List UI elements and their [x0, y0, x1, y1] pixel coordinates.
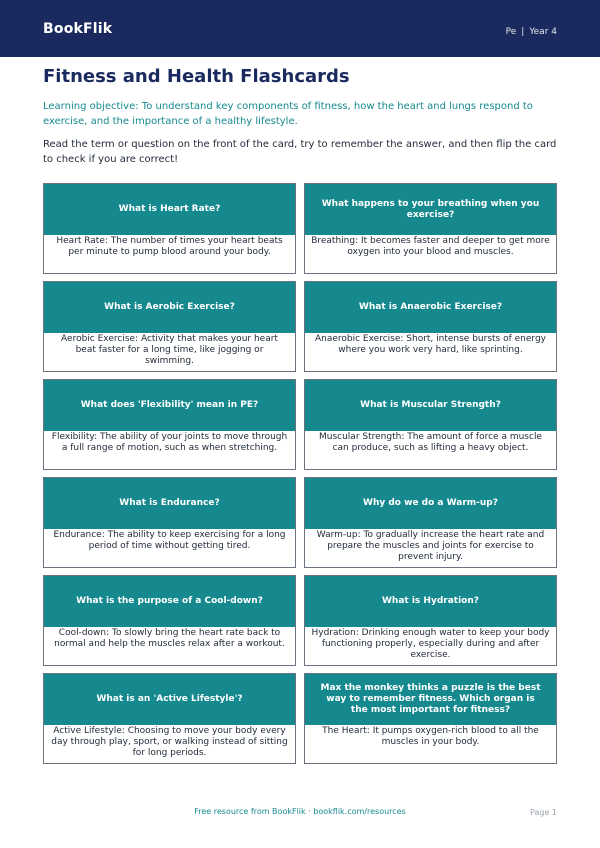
- subject-label: Pe: [505, 27, 517, 37]
- card-back-answer: Hydration: Drinking enough water to keep your body functioning properly, especially during and after exercise.: [311, 628, 550, 660]
- card-front-question: What happens to your breathing when you exercise?: [305, 184, 556, 235]
- flashcard[interactable]: [43, 379, 296, 470]
- flashcard[interactable]: [43, 183, 296, 274]
- card-back-answer: Warm-up: To gradually increase the heart rate and prepare the muscles and joints for exercise to prevent injury.: [316, 530, 545, 562]
- card-back-answer: The Heart: It pumps oxygen-rich blood to all the muscles in your body.: [322, 726, 539, 747]
- card-back-answer: Aerobic Exercise: Activity that makes your heart beat faster for a long time, like jogging or swimming.: [61, 334, 278, 366]
- flashcard[interactable]: [304, 183, 557, 274]
- flashcard[interactable]: [304, 379, 557, 470]
- flashcard[interactable]: [43, 575, 296, 666]
- card-front-question: What is Aerobic Exercise?: [44, 282, 295, 333]
- card-back-answer: Endurance: The ability to keep exercising for a long period of time without getting tired.: [53, 530, 286, 551]
- card-back-answer: Active Lifestyle: Choosing to move your body every day through play, sport, or walking instead of sitting for long periods.: [51, 726, 288, 758]
- footer-resource-link[interactable]: Free resource from BookFlik · bookflik.com/resources: [194, 807, 406, 816]
- card-front-question: Why do we do a Warm-up?: [305, 478, 556, 529]
- card-front-question: What is Heart Rate?: [44, 184, 295, 235]
- flashcard[interactable]: [304, 281, 557, 372]
- year-label: Year 4: [529, 27, 557, 37]
- card-back-answer: Breathing: It becomes faster and deeper to get more oxygen into your blood and muscles.: [311, 236, 550, 257]
- card-front-question: What does 'Flexibility' mean in PE?: [44, 380, 295, 431]
- card-back-answer: Anaerobic Exercise: Short, intense bursts of energy where you work very hard, like sprinting.: [314, 334, 546, 355]
- card-back-answer: Heart Rate: The number of times your heart beats per minute to pump blood around your body.: [56, 236, 283, 257]
- page-number: Page 1: [530, 808, 557, 817]
- card-front-question: What is the purpose of a Cool-down?: [44, 576, 295, 627]
- header-bar: [0, 0, 600, 57]
- learning-objective: Learning objective: To understand key components of fitness, how the heart and lungs respond to exercise, and the importance of a healthy lifestyle.: [43, 101, 533, 127]
- header-meta: [506, 27, 557, 37]
- instructions-text: Read the term or question on the front of the card, try to remember the answer, and then flip the card to check if you are correct!: [43, 139, 557, 165]
- brand-logo-text[interactable]: BookFlik: [43, 21, 113, 37]
- card-front-question: What is an 'Active Lifestyle'?: [44, 674, 295, 725]
- card-back-answer: Muscular Strength: The amount of force a muscle can produce, such as lifting a heavy object.: [319, 432, 542, 453]
- page-title: Fitness and Health Flashcards: [43, 66, 350, 87]
- meta-separator: |: [521, 27, 525, 37]
- flashcard[interactable]: [304, 477, 557, 568]
- flashcard[interactable]: [304, 673, 557, 764]
- flashcard[interactable]: [304, 575, 557, 666]
- card-front-question: Max the monkey thinks a puzzle is the best way to remember fitness. Which organ is the most important for fitness?: [305, 674, 556, 725]
- card-back-answer: Cool-down: To slowly bring the heart rate back to normal and help the muscles relax after a workout.: [54, 628, 285, 649]
- card-front-question: What is Anaerobic Exercise?: [305, 282, 556, 333]
- flashcard[interactable]: [43, 281, 296, 372]
- flashcard[interactable]: [43, 477, 296, 568]
- card-front-question: What is Muscular Strength?: [305, 380, 556, 431]
- flashcard-grid: [43, 183, 557, 764]
- flashcard[interactable]: [43, 673, 296, 764]
- card-front-question: What is Endurance?: [44, 478, 295, 529]
- card-front-question: What is Hydration?: [305, 576, 556, 627]
- card-back-answer: Flexibility: The ability of your joints to move through a full range of motion, such as when stretching.: [51, 432, 288, 453]
